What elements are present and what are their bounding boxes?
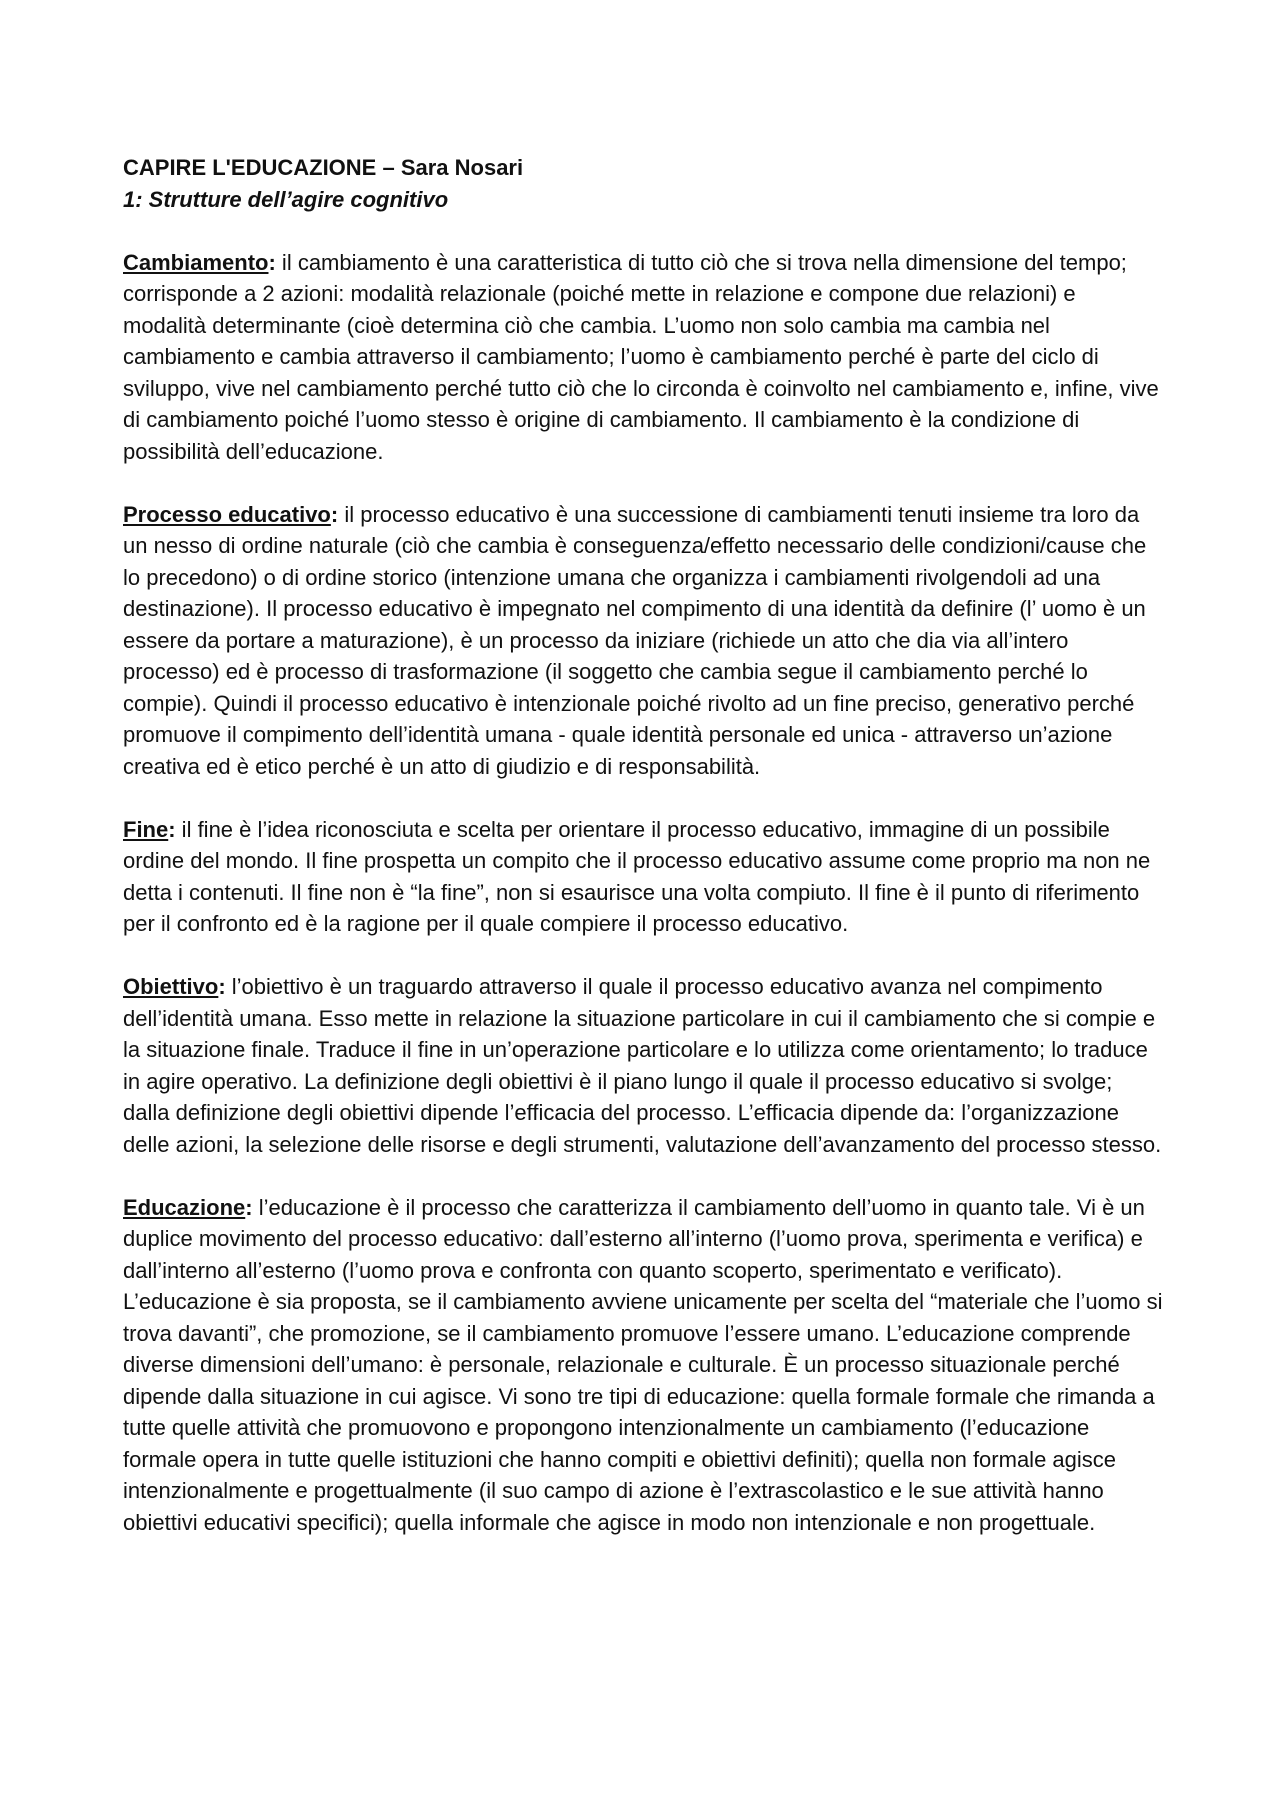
section-term: Obiettivo	[123, 974, 219, 999]
section-colon: :	[245, 1194, 253, 1220]
spacer	[123, 215, 1163, 247]
section-colon: :	[168, 816, 176, 842]
section-term: Fine	[123, 816, 169, 842]
section-processo-educativo	[123, 499, 1163, 783]
section-text: l’educazione è il processo che caratterizza il cambiamento dell’uomo in quanto tale. Vi è un duplice movimento del processo educativo: dall’esterno all’interno (l’uomo prova, sperimenta e verifica) e dall’interno all’esterno (l’uomo prova e confronta con quanto scoperto, sperimentato e verificato). L’educazione è sia proposta, se il cambiamento avviene unicamente per scelta del “materiale che l’uomo si trova davanti”, che promozione, se il cambiamento promuove l’essere umano. L’educazione comprende diverse dimensioni dell’umano: è personale, relazionale e culturale. È un processo situazionale perché dipende dalla situazione in cui agisce. Vi sono tre tipi di educazione: quella formale formale che rimanda a tutte quelle attività che promuovono e propongono intenzionalmente un cambiamento (l’educazione formale opera in tutte quelle istituzioni che hanno compiti e obiettivi definiti); quella non formale agisce intenzionalmente e progettualmente (il suo campo di azione è l’extrascolastico e le sue attività hanno obiettivi educativi specifici); quella informale che agisce in modo non intenzionale e non progettuale.	[123, 1194, 1163, 1535]
section-text: l’obiettivo è un traguardo attraverso il quale il processo educativo avanza nel compimento dell’identità umana. Esso mette in relazione la situazione particolare in cui il cambiamento che si compie e la situazione finale. Traduce il fine in un’operazione particolare e lo utilizza come orientamento; lo traduce in agire operativo. La definizione degli obiettivi è il piano lungo il quale il processo educativo si svolge; dalla definizione degli obiettivi dipende l’efficacia del processo. L’efficacia dipende da: l’organizzazione delle azioni, la selezione delle risorse e degli strumenti, valutazione dell’avanzamento del processo stesso.	[123, 974, 1162, 1157]
section-term: Educazione	[123, 1194, 246, 1220]
document-title: CAPIRE L'EDUCAZIONE – Sara Nosari	[123, 155, 524, 180]
document-page	[123, 152, 1163, 1570]
section-colon: :	[218, 974, 226, 999]
section-text: il processo educativo è una successione di cambiamenti tenuti insieme tra loro da un nesso di ordine naturale (ciò che cambia è conseguenza/effetto necessario delle condizioni/cause che lo precedono) o di ordine storico (intenzione umana che organizza i cambiamenti rivolgendoli ad una destinazione). Il processo educativo è impegnato nel compimento di una identità da definire (l’ uomo è un essere da portare a maturazione), è un processo da iniziare (richiede un atto che dia via all’intero processo) ed è processo di trasformazione (il soggetto che cambia segue il cambiamento perché lo compie). Quindi il processo educativo è intenzionale poiché rivolto ad un fine preciso, generativo perché promuove il compimento dell’identità umana - quale identità personale ed unica - attraverso un’azione creativa ed è etico perché è un atto di giudizio e di responsabilità.	[123, 501, 1147, 779]
document-subtitle: 1: Strutture dell’agire cognitivo	[123, 186, 449, 212]
section-cambiamento	[123, 247, 1163, 468]
section-text: il cambiamento è una caratteristica di tutto ciò che si trova nella dimensione del tempo; corrisponde a 2 azioni: modalità relazionale (poiché mette in relazione e compone due relazioni) e modalità determinante (cioè determina ciò che cambia. L’uomo non solo cambia ma cambia nel cambiamento e cambia attraverso il cambiamento; l’uomo è cambiamento perché è parte del ciclo di sviluppo, vive nel cambiamento perché tutto ciò che lo circonda è coinvolto nel cambiamento e, infine, vive di cambiamento poiché l’uomo stesso è origine di cambiamento. Il cambiamento è la condizione di possibilità dell’educazione.	[123, 249, 1159, 464]
section-fine	[123, 814, 1163, 940]
section-obiettivo	[123, 971, 1163, 1160]
section-educazione	[123, 1192, 1163, 1539]
section-colon: :	[268, 249, 276, 275]
section-term: Cambiamento	[123, 249, 269, 275]
section-colon: :	[330, 501, 339, 527]
section-term: Processo educativo	[123, 501, 331, 527]
section-text: il fine è l’idea riconosciuta e scelta per orientare il processo educativo, immagine di un possibile ordine del mondo. Il fine prospetta un compito che il processo educativo assume come proprio ma non ne detta i contenuti. Il fine non è “la fine”, non si esaurisce una volta compiuto. Il fine è il punto di riferimento per il confronto ed è la ragione per il quale compiere il processo educativo.	[123, 816, 1151, 936]
